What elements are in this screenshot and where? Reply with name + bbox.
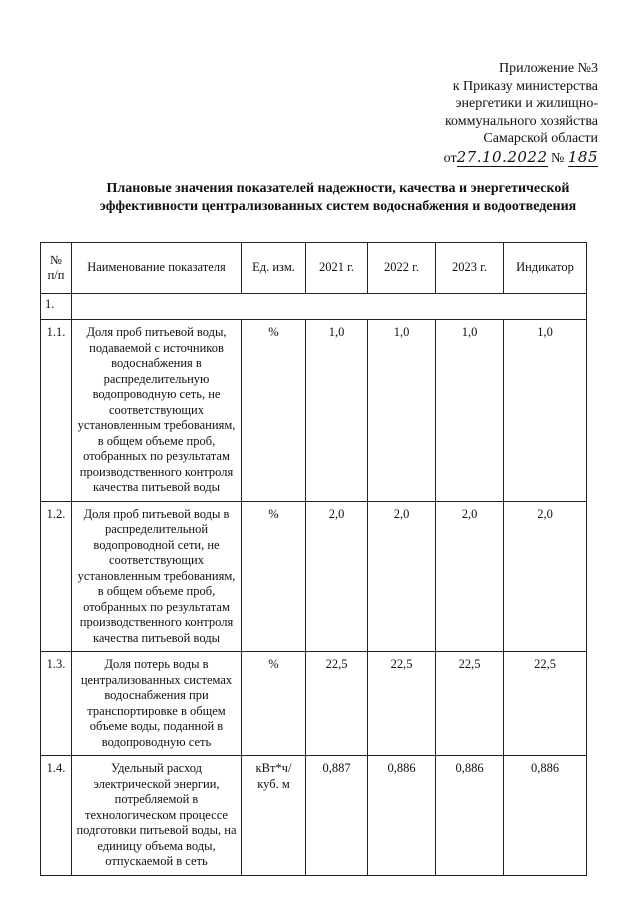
value-2022: 22,5: [368, 652, 436, 756]
appendix-header: [358, 60, 598, 167]
value-2022: 2,0: [368, 501, 436, 652]
indicator-value: 1,0: [504, 320, 587, 502]
value-2023: 1,0: [436, 320, 504, 502]
unit-cell: %: [242, 320, 306, 502]
appendix-line: Самарской области: [483, 131, 598, 146]
indicator-name: Удельный расход электрической энергии, потребляемой в технологическом процессе подготовки питьевой воды, на единицу объема воды, отпускаемой в сеть: [72, 756, 242, 876]
appendix-line: коммунального хозяйства: [444, 113, 598, 129]
indicator-name: Доля потерь воды в централизованных системах водоснабжения при транспортировке в общем объеме воды, поданной в водопроводную сеть: [72, 652, 242, 756]
column-header: Наименование показателя: [72, 243, 242, 294]
page-title: Плановые значения показателей надежности, качества и энергетической эффективности централизованных систем водоснабжения и водоотведения: [99, 181, 577, 214]
column-header: 2022 г.: [368, 243, 436, 294]
value-2021: 0,887: [306, 756, 368, 876]
section-number: 1.: [41, 294, 72, 320]
table-row: [41, 756, 587, 876]
value-2021: 2,0: [306, 501, 368, 652]
indicator-name: Доля проб питьевой воды в распределительной водопроводной сети, не соответствующих установленным требованиям, в общем объеме проб, отобранных по результатам производственного контроля качества питьевой воды: [72, 501, 242, 652]
column-header: 2021 г.: [306, 243, 368, 294]
row-number: 1.4.: [41, 756, 72, 876]
row-number: 1.3.: [41, 652, 72, 756]
value-2023: 0,886: [436, 756, 504, 876]
indicator-value: 0,886: [504, 756, 587, 876]
column-header: № п/п: [41, 243, 72, 294]
value-2022: 1,0: [368, 320, 436, 502]
column-header: 2023 г.: [436, 243, 504, 294]
table-row: [41, 501, 587, 652]
unit-cell: %: [242, 652, 306, 756]
date-prefix: от: [443, 150, 457, 166]
column-header: Индикатор: [504, 243, 587, 294]
section-row: [41, 294, 587, 320]
value-2021: 22,5: [306, 652, 368, 756]
order-date-number: [358, 149, 598, 168]
table-row: [41, 652, 587, 756]
unit-cell: %: [242, 501, 306, 652]
order-date: 27.10.2022: [456, 147, 548, 166]
table-row: [41, 320, 587, 502]
row-number: 1.1.: [41, 320, 72, 502]
indicator-name: Доля проб питьевой воды, подаваемой с источников водоснабжения в распределительную водопроводную сеть, не соответствующих установленным требованиям, в общем объеме проб, отобранных по результатам производственного контроля качества питьевой воды: [72, 320, 242, 502]
unit-cell: кВт*ч/куб. м: [242, 756, 306, 876]
appendix-line: энергетики и жилищно-: [455, 96, 598, 111]
row-number: 1.2.: [41, 501, 72, 652]
indicator-value: 22,5: [504, 652, 587, 756]
appendix-line: Приложение №3: [499, 61, 598, 76]
number-prefix: №: [551, 150, 565, 166]
value-2021: 1,0: [306, 320, 368, 502]
value-2023: 2,0: [436, 501, 504, 652]
indicator-value: 2,0: [504, 501, 587, 652]
table-header-row: [41, 243, 587, 294]
value-2023: 22,5: [436, 652, 504, 756]
order-number: 185: [567, 147, 598, 166]
indicators-table: [40, 242, 587, 876]
column-header: Ед. изм.: [242, 243, 306, 294]
value-2022: 0,886: [368, 756, 436, 876]
appendix-line: к Приказу министерства: [452, 78, 598, 94]
